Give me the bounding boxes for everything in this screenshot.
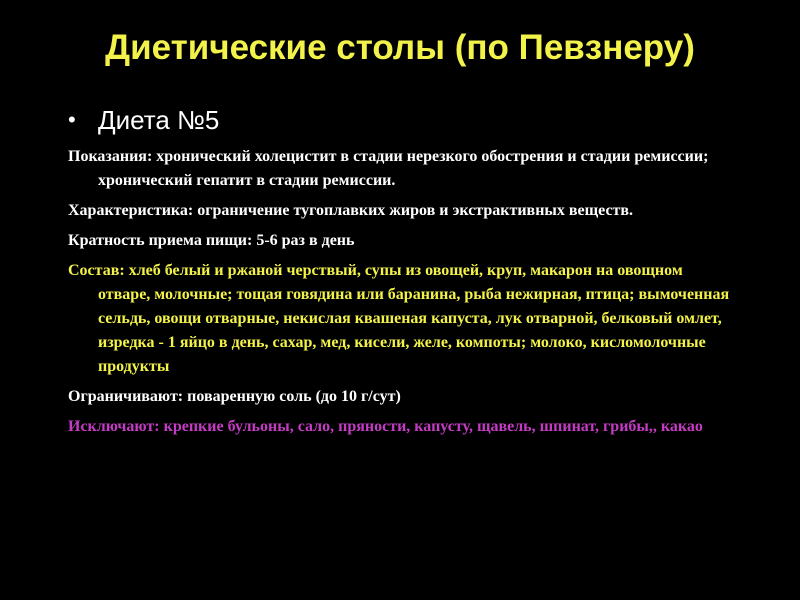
excluded-label: Исключают: [68, 418, 160, 435]
limited-text: поваренную соль (до 10 г/сут) [187, 388, 401, 405]
limited-paragraph [68, 385, 738, 409]
slide-content [68, 104, 738, 445]
excluded-paragraph [68, 415, 738, 439]
frequency-text: 5-6 раз в день [256, 232, 355, 249]
composition-paragraph [68, 259, 738, 379]
slide-title: Диетические столы (по Певзнеру) [105, 28, 695, 67]
diet-heading: Диета №5 [98, 105, 220, 135]
frequency-paragraph [68, 229, 738, 253]
composition-text: хлеб белый и ржаной черствый, супы из овощей, круп, макарон на овощном отваре, молочные; тощая говядина или баранина, рыба нежирная, птица; вымоченная сельдь, овощи отварные, некислая квашеная капуста, лук отварной, белковый омлет, изредка - 1 яйцо в день, сахар, мед, кисели, желе, компоты; молоко, кисломолочные продукты [98, 262, 730, 375]
diet-bullet [68, 104, 738, 136]
composition-label: Состав: [68, 262, 125, 279]
characteristics-paragraph [68, 199, 738, 223]
excluded-text: крепкие бульоны, сало, пряности, капусту, щавель, шпинат, грибы,, какао [163, 418, 703, 435]
indications-label: Показания: [68, 148, 153, 165]
frequency-label: Кратность приема пищи: [68, 232, 253, 249]
indications-paragraph [68, 145, 738, 193]
characteristics-label: Характеристика: [68, 202, 194, 219]
limited-label: Ограничивают: [68, 388, 184, 405]
bullet-marker: • [68, 107, 76, 132]
indications-text: хронический холецистит в стадии нерезкого обострения и стадии ремиссии; хронический гепатит в стадии ремиссии. [98, 148, 709, 189]
characteristics-text: ограничение тугоплавких жиров и экстрактивных веществ. [197, 202, 634, 219]
